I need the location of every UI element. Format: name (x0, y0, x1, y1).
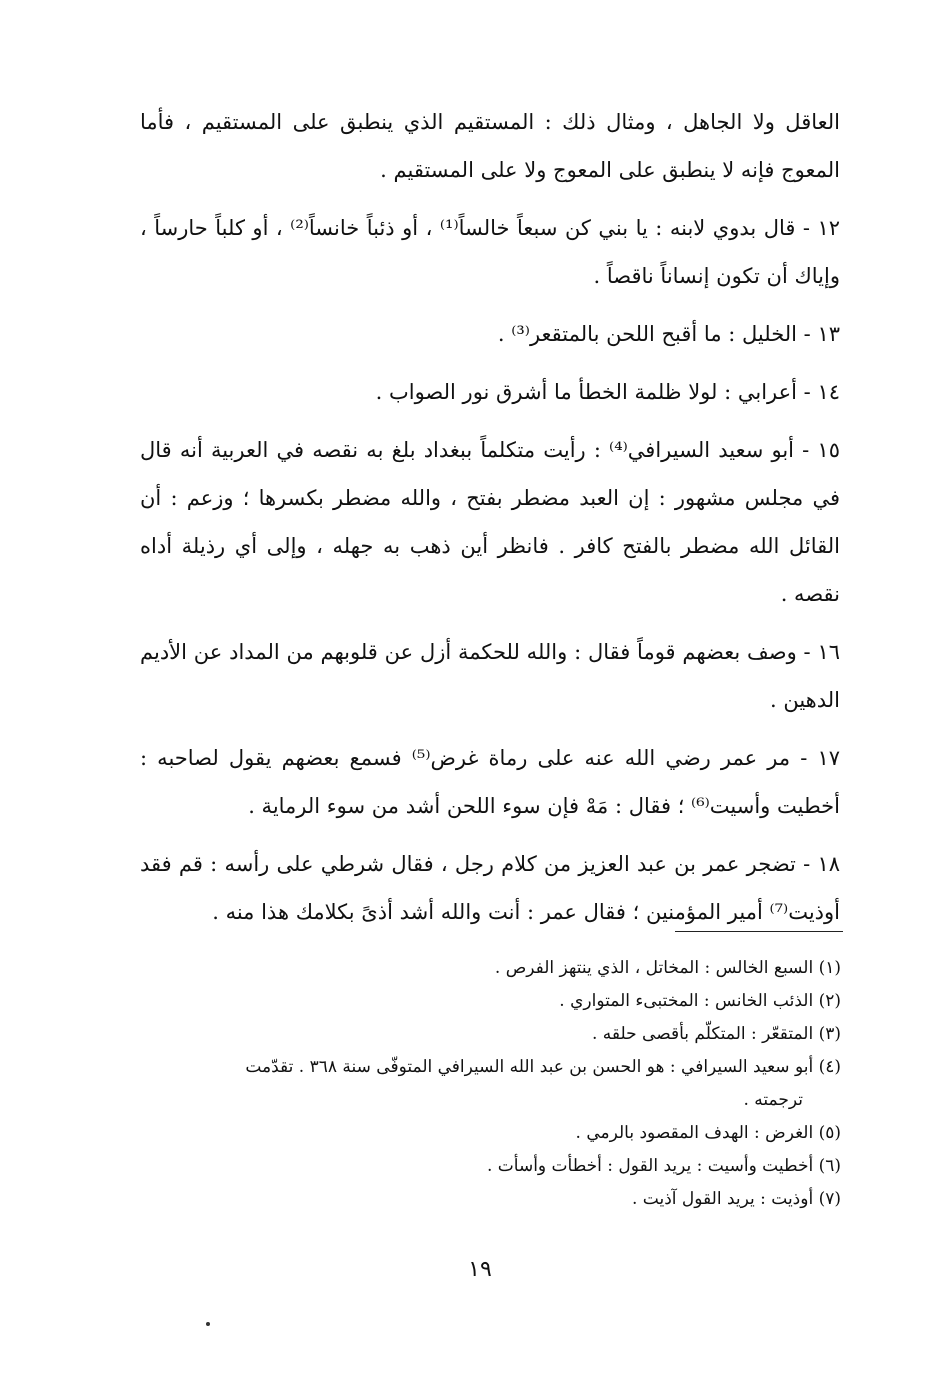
footnote-separator (675, 931, 843, 932)
page-number: ١٩ (468, 1257, 492, 1282)
footnote-4 (136, 1051, 841, 1117)
footnote-continuation: ترجمته . (743, 1090, 803, 1110)
scan-speck (206, 1322, 210, 1326)
paragraph-16: ١٦ - وصف بعضهم قوماً فقال : والله للحكمة أزل عن قلوبهم من المداد عن الأديم الدهين . (140, 640, 840, 712)
footnote-text: (٧) أوذيت : يريد القول آذيت . (631, 1189, 841, 1209)
main-text (140, 98, 840, 946)
paragraph-17: ١٧ - مر عمر رضي الله عنه على رماة غرض⁽⁵⁾ فسمع بعضهم يقول لصاحبه : أخطيت وأسيت⁽⁶⁾ ؛ فقال : مَهْ فإن سوء اللحن أشد من سوء الرماية . (140, 746, 840, 818)
footnote-text: (٢) الذئب الخانس : المختبىء المتواري . (559, 991, 841, 1011)
paragraph-13: ١٣ - الخليل : ما أقبح اللحن بالمتقعر⁽³⁾ . (497, 322, 840, 346)
footnote-1 (136, 952, 841, 985)
footnote-5 (136, 1117, 841, 1150)
footnote-text: (٤) أبو سعيد السيرافي : هو الحسن بن عبد الله السيرافي المتوفّى سنة ٣٦٨ . تقدّمت (245, 1057, 841, 1077)
footnote-text: (٣) المتقعّر : المتكلّم بأقصى حلقه . (592, 1024, 841, 1044)
footnote-text: (١) السبع الخالس : المخاتل ، الذي ينتهز الفرص . (494, 958, 841, 978)
paragraph-15: ١٥ - أبو سعيد السيرافي⁽⁴⁾ : رأيت متكلماً ببغداد بلغ به نقصه في العربية أنه قال في مجلس مشهور : إن العبد مضطر بفتح ، والله مضطر بكسرها ؛ وزعم : أن القائل الله مضطر بالفتح كافر . فانظر أين ذهب به جهله ، وإلى أي رذيلة أداه نقصه . (140, 438, 840, 606)
paragraph-intro: العاقل ولا الجاهل ، ومثال ذلك : المستقيم الذي ينطبق على المستقيم ، فأما المعوج فإنه لا ينطبق على المعوج ولا على المستقيم . (140, 110, 840, 182)
footnote-2 (136, 985, 841, 1018)
paragraph-12: ١٢ - قال بدوي لابنه : يا بني كن سبعاً خالساً⁽¹⁾ ، أو ذئباً خانساً⁽²⁾ ، أو كلباً حارساً ، وإياك أن تكون إنساناً ناقصاً . (140, 216, 841, 288)
footnote-text: (٦) أخطيت وأسيت : يريد القول : أخطأت وأسأت . (486, 1156, 841, 1176)
footnote-7 (136, 1183, 841, 1216)
paragraph-14: ١٤ - أعرابي : لولا ظلمة الخطأ ما أشرق نور الصواب . (375, 380, 840, 404)
paragraph-18: ١٨ - تضجر عمر بن عبد العزيز من كلام رجل ، فقال شرطي على رأسه : قم فقد أوذيت⁽⁷⁾ أمير المؤمنين ؛ فقال عمر : أنت والله أشد أذىً بكلامك هذا منه . (140, 852, 840, 924)
footnotes (136, 952, 841, 1216)
footnote-6 (136, 1150, 841, 1183)
footnote-text: (٥) الغرض : الهدف المقصود بالرمي . (575, 1123, 841, 1143)
footnote-3 (136, 1018, 841, 1051)
